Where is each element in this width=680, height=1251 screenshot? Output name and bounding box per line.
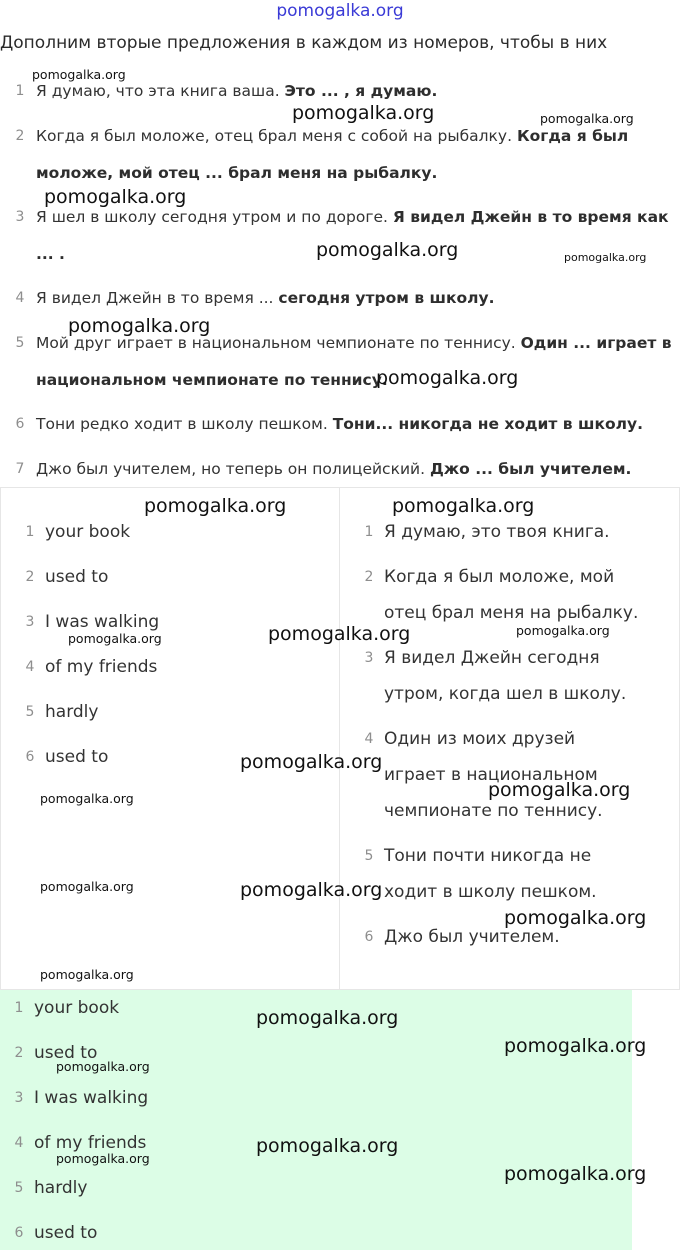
answer-text: I was walking bbox=[34, 1088, 149, 1108]
exercise-gap-sentence: Тони... никогда не ходит в школу. bbox=[332, 415, 643, 433]
answer-text: used to bbox=[45, 567, 109, 587]
translation-item bbox=[362, 559, 642, 631]
answer-text: of my friends bbox=[45, 657, 158, 677]
exercise-gap-sentence: Я видел Джейн в то время как ... . bbox=[36, 208, 669, 263]
item-number: 5 bbox=[14, 1180, 24, 1196]
answer-text: your book bbox=[34, 998, 120, 1018]
watermark: pomogalka.org bbox=[504, 907, 647, 929]
answer-text: hardly bbox=[34, 1178, 88, 1198]
item-number: 4 bbox=[25, 659, 35, 675]
item-number: 5 bbox=[25, 704, 35, 720]
watermark: pomogalka.org bbox=[144, 495, 287, 517]
item-number: 2 bbox=[25, 569, 35, 585]
answer-item bbox=[23, 739, 108, 775]
exercise-text: Когда я был моложе, отец брал меня с собой на рыбалку. bbox=[36, 127, 517, 145]
answer-text: used to bbox=[34, 1223, 98, 1243]
answers-panel bbox=[0, 487, 339, 990]
translation-text: Один из моих друзей играет в национальном чемпионате по теннису. bbox=[384, 729, 603, 821]
answer-item bbox=[12, 1170, 87, 1206]
watermark: pomogalka.org bbox=[504, 1035, 647, 1057]
item-number: 2 bbox=[14, 1045, 24, 1061]
exercise-text: Я думаю, что эта книга ваша. bbox=[36, 82, 285, 100]
watermark: pomogalka.org bbox=[540, 111, 634, 126]
watermark: pomogalka.org bbox=[256, 1007, 399, 1029]
item-number: 6 bbox=[25, 749, 35, 765]
task-instruction: Дополним вторые предложения в каждом из номеров, чтобы в них bbox=[0, 33, 608, 53]
watermark: pomogalka.org bbox=[392, 495, 535, 517]
item-number: 6 bbox=[364, 929, 374, 945]
exercise-gap-sentence: сегодня утром в школу. bbox=[278, 289, 495, 307]
watermark: pomogalka.org bbox=[564, 251, 647, 264]
exercise-gap-sentence: Когда я был моложе, мой отец ... брал меня на рыбалку. bbox=[36, 127, 629, 182]
exercise-text: Я шел в школу сегодня утром и по дороге. bbox=[36, 208, 393, 226]
watermark: pomogalka.org bbox=[68, 631, 162, 646]
exercise-gap-sentence: Это ... , я думаю. bbox=[284, 82, 438, 100]
translation-text: Я думаю, это твоя книга. bbox=[384, 522, 610, 542]
watermark: pomogalka.org bbox=[240, 751, 383, 773]
translation-text: Джо был учителем. bbox=[384, 927, 560, 947]
watermark: pomogalka.org bbox=[32, 67, 126, 82]
exercise-text: Джо был учителем, но теперь он полицейский. bbox=[36, 460, 430, 478]
answer-item bbox=[23, 559, 108, 595]
exercise-item bbox=[12, 451, 672, 488]
item-number: 1 bbox=[364, 524, 374, 540]
item-number: 2 bbox=[15, 128, 25, 144]
translation-item bbox=[362, 838, 642, 910]
watermark: pomogalka.org bbox=[56, 1059, 150, 1074]
watermark: pomogalka.org bbox=[240, 879, 383, 901]
item-number: 3 bbox=[14, 1090, 24, 1106]
answer-text: of my friends bbox=[34, 1133, 147, 1153]
item-number: 1 bbox=[14, 1000, 24, 1016]
item-number: 7 bbox=[15, 461, 25, 477]
item-number: 1 bbox=[25, 524, 35, 540]
translation-text: Тони почти никогда не ходит в школу пешком. bbox=[384, 846, 597, 902]
exercise-item bbox=[12, 280, 672, 317]
item-number: 3 bbox=[364, 650, 374, 666]
watermark: pomogalka.org bbox=[40, 879, 134, 894]
answer-item bbox=[23, 514, 130, 550]
exercise-text: Тони редко ходит в школу пешком. bbox=[36, 415, 333, 433]
watermark: pomogalka.org bbox=[516, 623, 610, 638]
watermark: pomogalka.org bbox=[256, 1135, 399, 1157]
watermark: pomogalka.org bbox=[504, 1163, 647, 1185]
translation-item bbox=[362, 640, 642, 712]
item-number: 6 bbox=[15, 416, 25, 432]
exercise-item bbox=[12, 118, 672, 192]
answer-item bbox=[12, 1080, 148, 1116]
exercise-text: Я видел Джейн в то время ... bbox=[36, 289, 279, 307]
watermark: pomogalka.org bbox=[40, 967, 134, 982]
translation-text: Я видел Джейн сегодня утром, когда шел в школу. bbox=[384, 648, 627, 704]
watermark: pomogalka.org bbox=[488, 779, 631, 801]
watermark: pomogalka.org bbox=[68, 315, 211, 337]
exercise-gap-sentence: Один ... играет в национальном чемпионате по теннису. bbox=[36, 334, 672, 389]
watermark: pomogalka.org bbox=[316, 239, 459, 261]
watermark: pomogalka.org bbox=[40, 791, 134, 806]
answer-text: used to bbox=[34, 1043, 98, 1063]
answer-text: used to bbox=[45, 747, 109, 767]
answer-item bbox=[12, 990, 119, 1026]
item-number: 4 bbox=[364, 731, 374, 747]
answer-item bbox=[12, 1215, 97, 1251]
item-number: 1 bbox=[15, 83, 25, 99]
watermark: pomogalka.org bbox=[292, 102, 435, 124]
answer-text: hardly bbox=[45, 702, 99, 722]
item-number: 2 bbox=[364, 569, 374, 585]
exercise-item bbox=[12, 406, 672, 443]
item-number: 3 bbox=[25, 614, 35, 630]
translation-item bbox=[362, 721, 642, 829]
exercise-gap-sentence: Джо ... был учителем. bbox=[429, 460, 632, 478]
watermark: pomogalka.org bbox=[44, 186, 187, 208]
translation-text: Когда я был моложе, мой отец брал меня на рыбалку. bbox=[384, 567, 639, 623]
answer-item bbox=[23, 694, 98, 730]
answer-text: your book bbox=[45, 522, 131, 542]
item-number: 3 bbox=[15, 209, 25, 225]
item-number: 4 bbox=[15, 290, 25, 306]
site-watermark-header: pomogalka.org bbox=[276, 1, 404, 21]
item-number: 5 bbox=[15, 335, 25, 351]
answer-text: I was walking bbox=[45, 612, 160, 632]
item-number: 6 bbox=[14, 1225, 24, 1241]
answer-item bbox=[23, 649, 157, 685]
item-number: 5 bbox=[364, 848, 374, 864]
watermark: pomogalka.org bbox=[376, 367, 519, 389]
exercise-text: Мой друг играет в национальном чемпионате по теннису. bbox=[36, 334, 521, 352]
watermark: pomogalka.org bbox=[56, 1151, 150, 1166]
watermark: pomogalka.org bbox=[268, 623, 411, 645]
answer-key-box bbox=[0, 990, 632, 1250]
translation-item bbox=[362, 514, 642, 550]
item-number: 4 bbox=[14, 1135, 24, 1151]
